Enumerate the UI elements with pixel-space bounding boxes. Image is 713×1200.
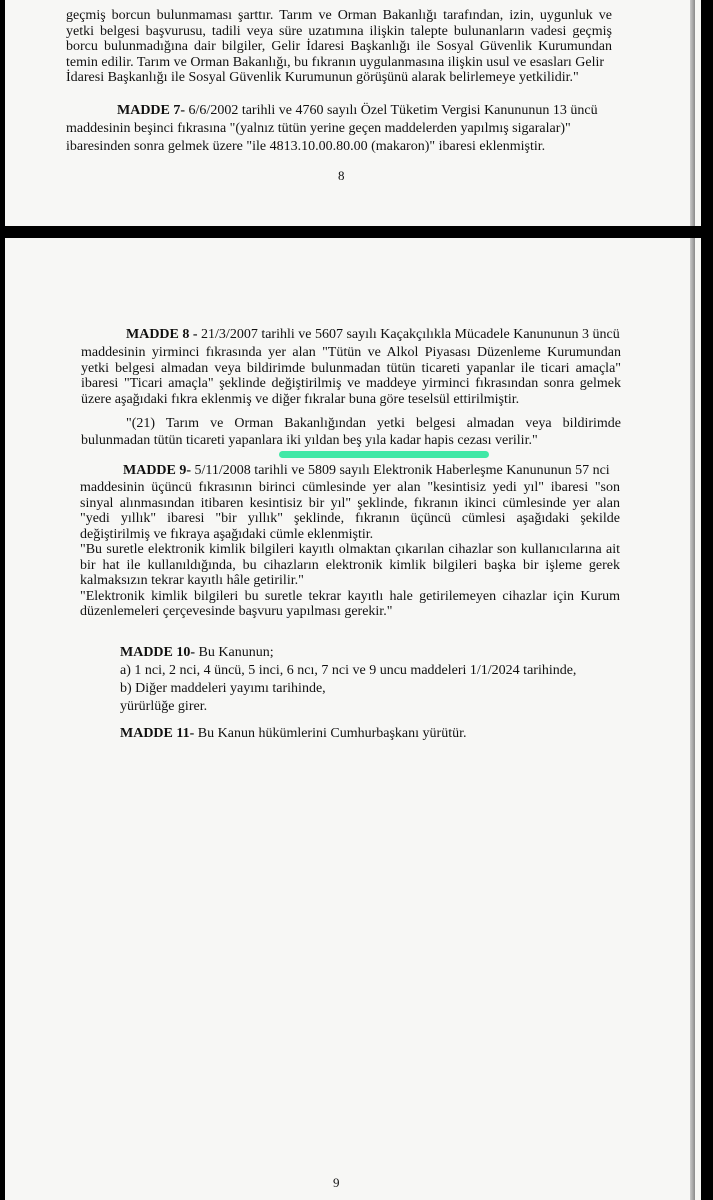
page-number: 9 [333,1175,340,1190]
text-line: yetki belgesi başvurusu, tadili veya süre uzatımına ilişkin talepte bulunanların vadesi geçmiş [66,23,612,39]
text-line: "Elektronik kimlik bilgileri bu suretle tekrar kayıtlı hale getirilemeyen cihazlar için Kurum [80,588,620,604]
text-line: "yedi yıllık" ibaresi "bir yıllık" şeklinde, fıkranın üçüncü cümlesi aşağıdaki şekilde [80,511,620,526]
madde-8-line-1 [126,327,620,343]
madde-10-closing: yürürlüğe girer. [120,699,208,714]
text-line: yetki belgesi almadan veya bildirimde bulunmadan tütün ticareti yapanlar ile ticari amaçla" [81,360,621,376]
madde-8-body [81,345,621,407]
madde-7-line-2: maddesinin beşinci fıkrasına "(yalnız tütün yerine geçen maddelerden yapılmış sigaralar)" [66,121,571,136]
madde-9-line-1 [123,463,610,479]
madde-10-item-b: b) Diğer maddeleri yayımı tarihinde, [120,681,326,696]
madde-9-heading: MADDE 9- [123,463,192,478]
madde-10-heading-line [120,645,274,661]
madde-10-item-a: a) 1 nci, 2 nci, 4 üncü, 5 inci, 6 ncı, 7 nci ve 9 uncu maddeleri 1/1/2024 tarihinde, [120,663,577,678]
madde-7-text: 6/6/2002 tarihli ve 4760 sayılı Özel Tüketim Vergisi Kanununun 13 üncü [188,103,598,118]
madde-10-heading: MADDE 10- [120,645,196,660]
text-line: değiştirilmiş ve fıkraya aşağıdaki cümle eklenmiştir. [80,526,374,542]
madde-8-quote-line-2: bulunmadan tütün ticareti yapanlara iki yıldan beş yıla kadar hapis cezası verilir." [81,433,538,448]
madde-8-heading: MADDE 8 - [126,327,198,342]
page-number: 8 [338,168,345,183]
madde-9-text: 5/11/2008 tarihli ve 5809 sayılı Elektronik Haberleşme Kanununun 57 nci [194,463,610,478]
page-edge-shadow [690,0,695,226]
text-line: kalmaksızın tekrar kayıtlı hâle getirilir." [80,573,304,588]
madde-7-line-1 [117,103,598,119]
text-line: ibaresi "Ticari amaçla" şeklinde değiştirilmiş ve maddeye yirminci fıkrasından sonra gelmek [81,376,621,391]
madde-11-heading: MADDE 11- [120,726,195,741]
madde-10-intro: Bu Kanunun; [198,645,274,660]
text-line: sinyal alınmasından itibaren kesintisiz bir yıl" şeklinde, fıkranın ikinci cümlesinde yer alan [80,495,620,511]
madde-8-text: 21/3/2007 tarihli ve 5607 sayılı Kaçakçılıkla Mücadele Kanununun 3 üncü [201,327,620,342]
madde-7-line-3: ibaresinden sonra gelmek üzere "ile 4813.10.00.80.00 (makaron)" ibaresi eklenmiştir. [66,139,546,154]
carryover-paragraph [66,8,612,86]
text-line: maddesinin yirminci fıkrasında yer alan "Tütün ve Alkol Piyasası Düzenleme Kurumundan [81,345,621,360]
madde-11-text: Bu Kanun hükümlerini Cumhurbaşkanı yürütür. [197,726,467,741]
madde-7-heading: MADDE 7- [117,103,186,118]
text-line: temin edilir. Tarım ve Orman Bakanlığı, bu fıkranın uygulanmasına ilişkin usul ve esasları Gelir [66,54,605,70]
text-line: düzenlemeleri çerçevesinde başvuru yapılması gerekir." [80,604,393,619]
text-line: bir hat ile kullanıldığında, bu cihazların elektronik kimlik bilgileri başka bir işleme gerek [80,557,620,573]
madde-8-quote-line-1: "(21) Tarım ve Orman Bakanlığından yetki belgesi almadan veya bildirimde [126,416,621,431]
text-line: üzere aşağıdaki fıkra eklenmiş ve diğer fıkralar buna göre teselsül ettirilmiştir. [81,391,520,407]
text-line: geçmiş borcun bulunmaması şarttır. Tarım ve Orman Bakanlığı tarafından, izin, uygunluk ve [66,8,612,23]
highlight-mark [279,451,489,458]
text-line: maddesinin üçüncü fıkrasının birinci cümlesinde yer alan "kesintisiz yedi yıl" ibaresi "son [80,480,620,495]
madde-11-line [120,726,466,742]
text-line: borcu bulunmadığına dair bilgiler, Gelir İdaresi Başkanlığı ile Sosyal Güvenlik Kurumundan [66,39,612,54]
document-page-8 [5,0,701,226]
text-line: İdaresi Başkanlığı ile Sosyal Güvenlik Kurumunun görüşünü alarak belirlemeye yetkilidir." [66,70,579,85]
madde-9-body [80,480,620,620]
page-edge-shadow [690,238,695,1200]
text-line: "Bu suretle elektronik kimlik bilgileri kayıtlı olmaktan çıkarılan cihazlar son kullanıcılarına ait [80,542,620,557]
